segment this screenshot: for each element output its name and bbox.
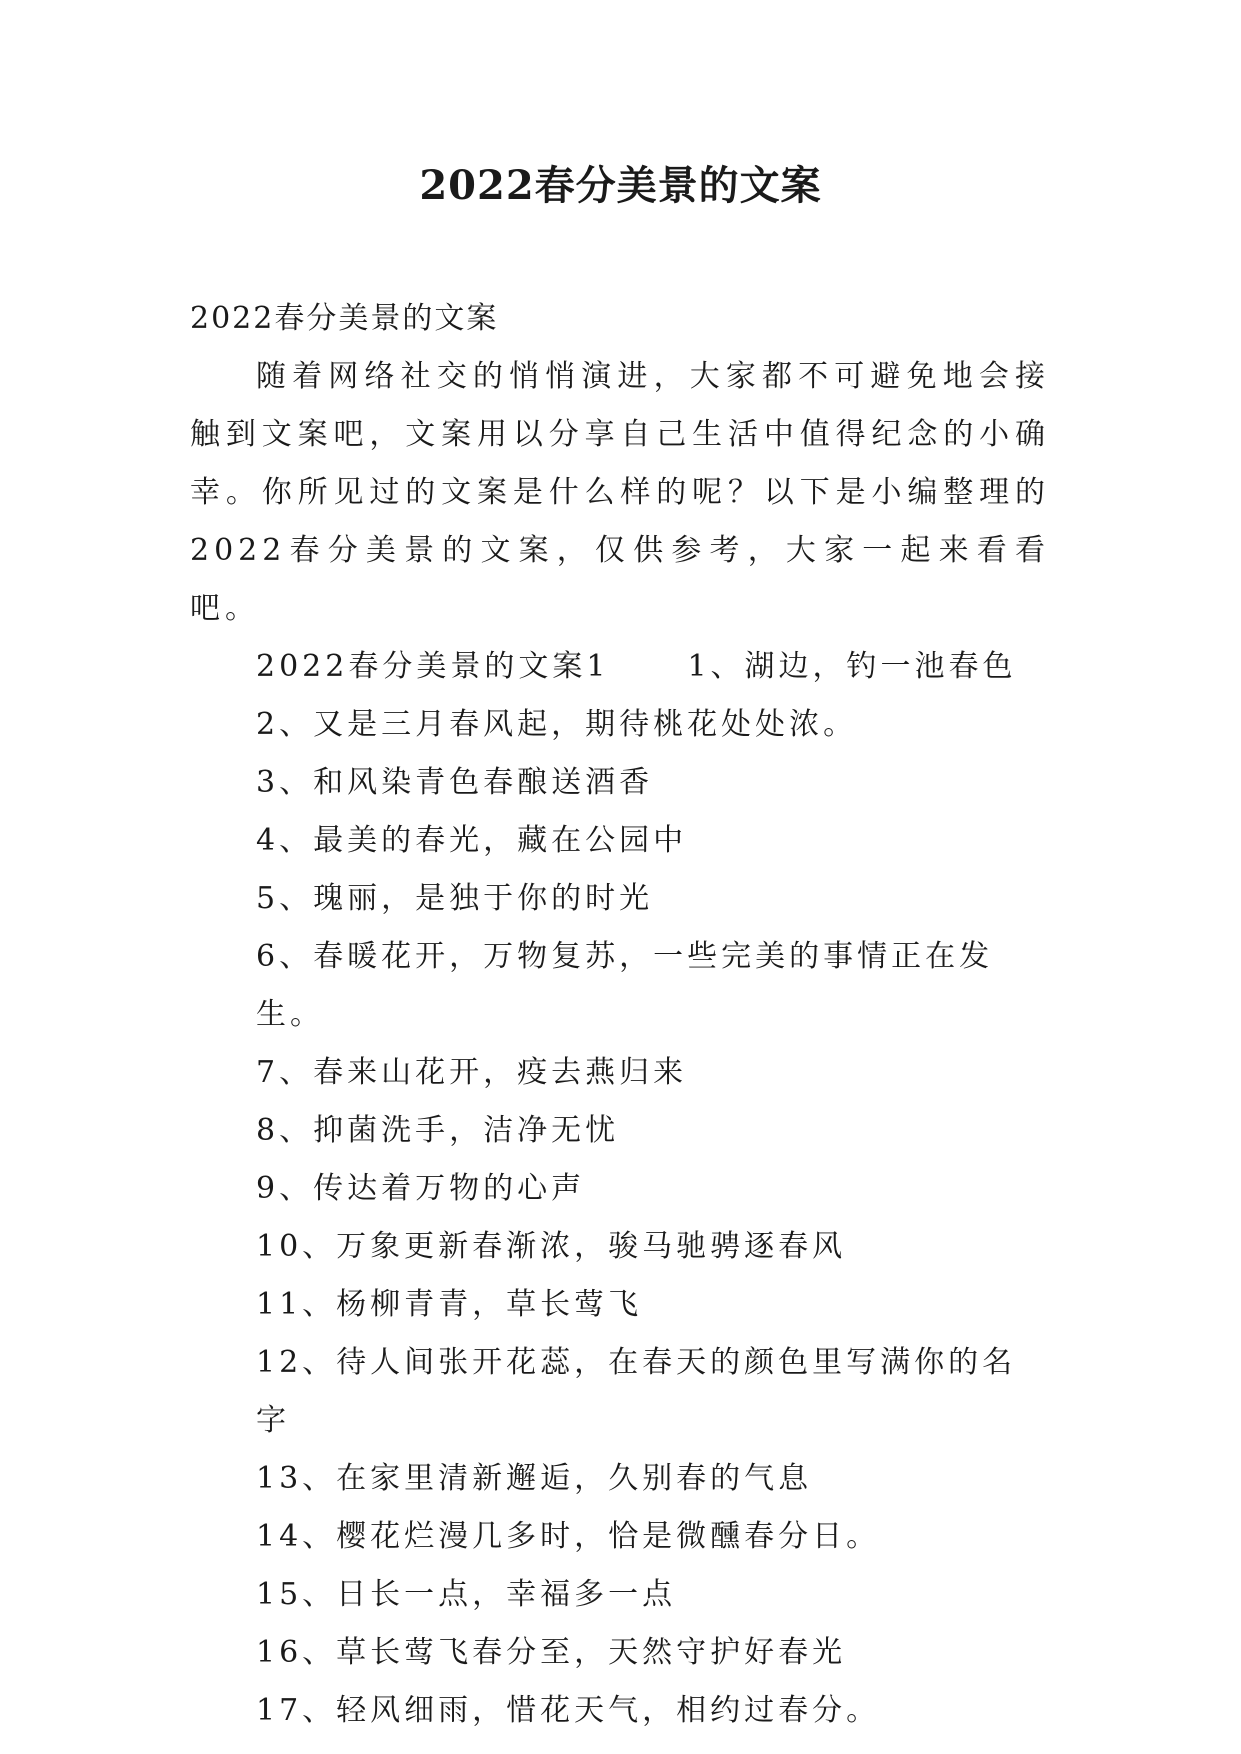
section-heading-line xyxy=(190,638,1050,696)
list-item: 5、瑰丽，是独于你的时光 xyxy=(256,881,654,916)
list-item: 10、万象更新春渐浓，骏马驰骋逐春风 xyxy=(256,1229,847,1264)
document-subtitle: 2022春分美景的文案 xyxy=(190,301,499,336)
list-item: 16、草长莺飞春分至，天然守护好春光 xyxy=(256,1635,847,1670)
list-item: 2、又是三月春风起，期待桃花处处浓。 xyxy=(256,707,858,742)
list-item: 1、湖边，钓一池春色 xyxy=(687,649,1017,684)
list-item: 15、日长一点，幸福多一点 xyxy=(256,1577,677,1612)
list-item: 13、在家里清新邂逅，久别春的气息 xyxy=(256,1461,813,1496)
list-item: 8、抑菌洗手，洁净无忧 xyxy=(256,1113,620,1148)
list-item: 12、待人间张开花蕊，在春天的颜色里写满你的名字 xyxy=(256,1345,1017,1438)
list-item: 11、杨柳青青，草长莺飞 xyxy=(256,1287,643,1322)
document-title: 2022春分美景的文案 xyxy=(419,162,822,209)
list-item: 6、春暖花开，万物复苏，一些完美的事情正在发生。 xyxy=(256,939,994,1032)
list-item: 14、樱花烂漫几多时，恰是微醺春分日。 xyxy=(256,1519,881,1554)
document-body xyxy=(190,290,1050,1740)
intro-paragraph: 随着网络社交的悄悄演进，大家都不可避免地会接触到文案吧，文案用以分享自己生活中值得纪念的小确幸。你所见过的文案是什么样的呢？以下是小编整理的2022春分美景的文案，仅供参考，大家一起来看看吧。 xyxy=(190,359,1050,626)
list-item: 4、最美的春光，藏在公园中 xyxy=(256,823,688,858)
section-heading: 2022春分美景的文案1 xyxy=(256,649,610,684)
list-item: 7、春来山花开，疫去燕归来 xyxy=(256,1055,688,1090)
list-item: 9、传达着万物的心声 xyxy=(256,1171,586,1206)
list-item: 17、轻风细雨，惜花天气，相约过春分。 xyxy=(256,1693,881,1728)
list-item: 3、和风染青色春酿送酒香 xyxy=(256,765,654,800)
